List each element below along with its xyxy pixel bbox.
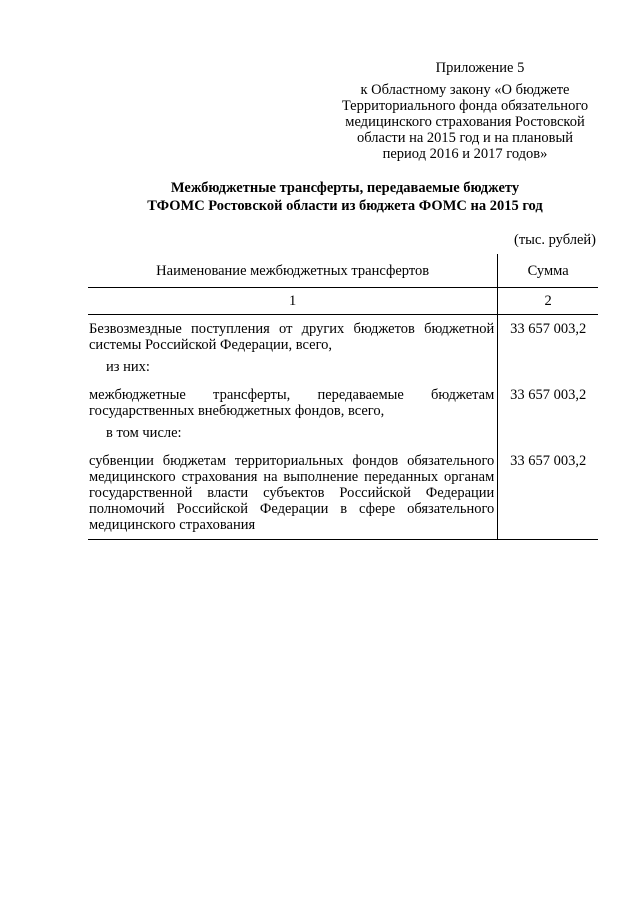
heading-line-2: ТФОМС Ростовской области из бюджета ФОМС на 2015 год — [147, 198, 543, 214]
header-name: Наименование межбюджетных трансфертов — [88, 254, 498, 288]
appendix-line-4: области на 2015 год и на плановый — [357, 130, 573, 146]
column-number-name: 1 — [88, 288, 498, 315]
appendix-block — [330, 60, 600, 162]
row-name-cell — [88, 315, 498, 382]
row-sum: 33 657 003,2 — [498, 447, 598, 540]
table-row — [88, 315, 598, 382]
appendix-line-3: медицинского страхования Ростовской — [345, 114, 585, 130]
appendix-line-1: к Областному закону «О бюджете — [360, 82, 570, 98]
row-sum: 33 657 003,2 — [498, 315, 598, 382]
column-number-sum: 2 — [498, 288, 598, 315]
row-note: из них: — [106, 359, 150, 375]
row-name: межбюджетные трансферты, передаваемые бюджетам государственных внебюджетных фондов, всего, — [89, 387, 495, 419]
heading-line-1: Межбюджетные трансферты, передаваемые бюджету — [170, 180, 520, 196]
row-name: субвенции бюджетам территориальных фондов обязательного медицинского страхования на выполнение переданных органам государственной власти субъектов Российской Федерации полномочий Российской Федерации в сфере обязательного медицинского страхования — [89, 453, 495, 533]
appendix-title: Приложение 5 — [435, 60, 525, 76]
appendix-line-2: Территориального фонда обязательного — [341, 98, 589, 114]
table-row — [88, 381, 598, 447]
row-name-cell — [88, 447, 498, 540]
column-number-row — [88, 288, 598, 315]
appendix-line-5: период 2016 и 2017 годов» — [382, 146, 548, 162]
row-note: в том числе: — [106, 425, 182, 441]
table-row — [88, 447, 598, 540]
row-name-cell — [88, 381, 498, 447]
document-heading — [85, 179, 605, 215]
header-sum: Сумма — [498, 254, 598, 288]
transfers-table — [88, 254, 598, 540]
row-sum: 33 657 003,2 — [498, 381, 598, 447]
row-name: Безвозмездные поступления от других бюджетов бюджетной системы Российской Федерации, всего, — [89, 321, 495, 353]
unit-label: (тыс. рублей) — [514, 232, 596, 248]
table-header-row — [88, 254, 598, 288]
